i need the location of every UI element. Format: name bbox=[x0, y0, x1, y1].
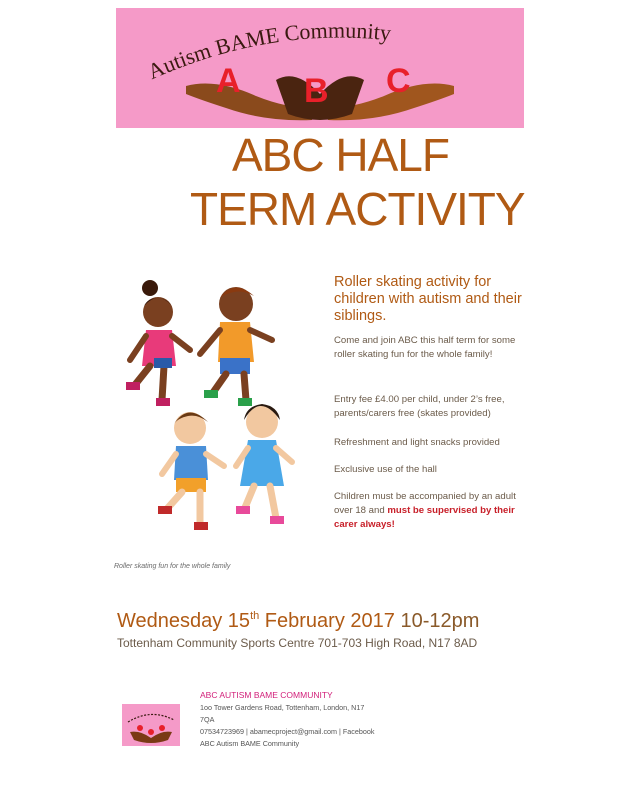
activity-headline: Roller skating activity for children with autism and their siblings. bbox=[334, 274, 522, 324]
boy-skater-icon bbox=[200, 287, 272, 406]
girl-skater-2-icon bbox=[236, 404, 292, 524]
girl-skater-icon bbox=[126, 280, 190, 406]
title-line-1: ABC HALF bbox=[232, 129, 449, 181]
illustration-caption: Roller skating fun for the whole family bbox=[114, 563, 231, 570]
footer-contact: 07534723969 | abamecproject@gmail.com | Facebook bbox=[200, 727, 375, 736]
event-time: 10-12pm bbox=[394, 610, 480, 632]
footer-logo bbox=[122, 704, 180, 746]
event-date-day: Wednesday 15 bbox=[117, 610, 251, 632]
footer-org-name: ABC AUTISM BAME COMMUNITY bbox=[200, 690, 333, 700]
supervision-paragraph bbox=[334, 490, 528, 532]
footer-facebook-name: ABC Autism BAME Community bbox=[200, 739, 300, 748]
event-venue: Tottenham Community Sports Centre 701-703 High Road, N17 8AD bbox=[117, 636, 478, 650]
logo-arc-text: Autism BAME Community bbox=[143, 17, 393, 85]
event-date-month: February 2017 bbox=[259, 610, 395, 632]
supervision-warning: must be supervised by their carer always! bbox=[334, 505, 515, 530]
header-logo-banner bbox=[116, 8, 524, 128]
entry-fee-paragraph: Entry fee £4.00 per child, under 2’s free, parents/carers free (skates provided) bbox=[334, 394, 505, 419]
event-date-suffix: th bbox=[250, 610, 260, 622]
supervision-text: Children must be accompanied by an adult over 18 and bbox=[334, 491, 516, 516]
footer-address-line-1: 1oo Tower Gardens Road, Tottenham, London, N17 bbox=[200, 703, 365, 712]
logo-letter-c: C bbox=[386, 62, 411, 100]
title-line-2: TERM ACTIVITY bbox=[190, 183, 525, 235]
logo-letter-a: A bbox=[216, 62, 241, 100]
refreshments-paragraph: Refreshment and light snacks provided bbox=[334, 437, 500, 448]
logo-letter-b: B bbox=[304, 72, 329, 110]
boy-skater-2-icon bbox=[158, 412, 224, 530]
hall-paragraph: Exclusive use of the hall bbox=[334, 464, 437, 475]
event-date bbox=[117, 610, 479, 633]
abc-logo-graphic bbox=[116, 8, 524, 128]
footer-address-line-2: 7QA bbox=[200, 715, 215, 724]
roller-skating-kids-illustration bbox=[116, 270, 312, 560]
intro-paragraph: Come and join ABC this half term for some roller skating fun for the whole family! bbox=[334, 335, 516, 360]
